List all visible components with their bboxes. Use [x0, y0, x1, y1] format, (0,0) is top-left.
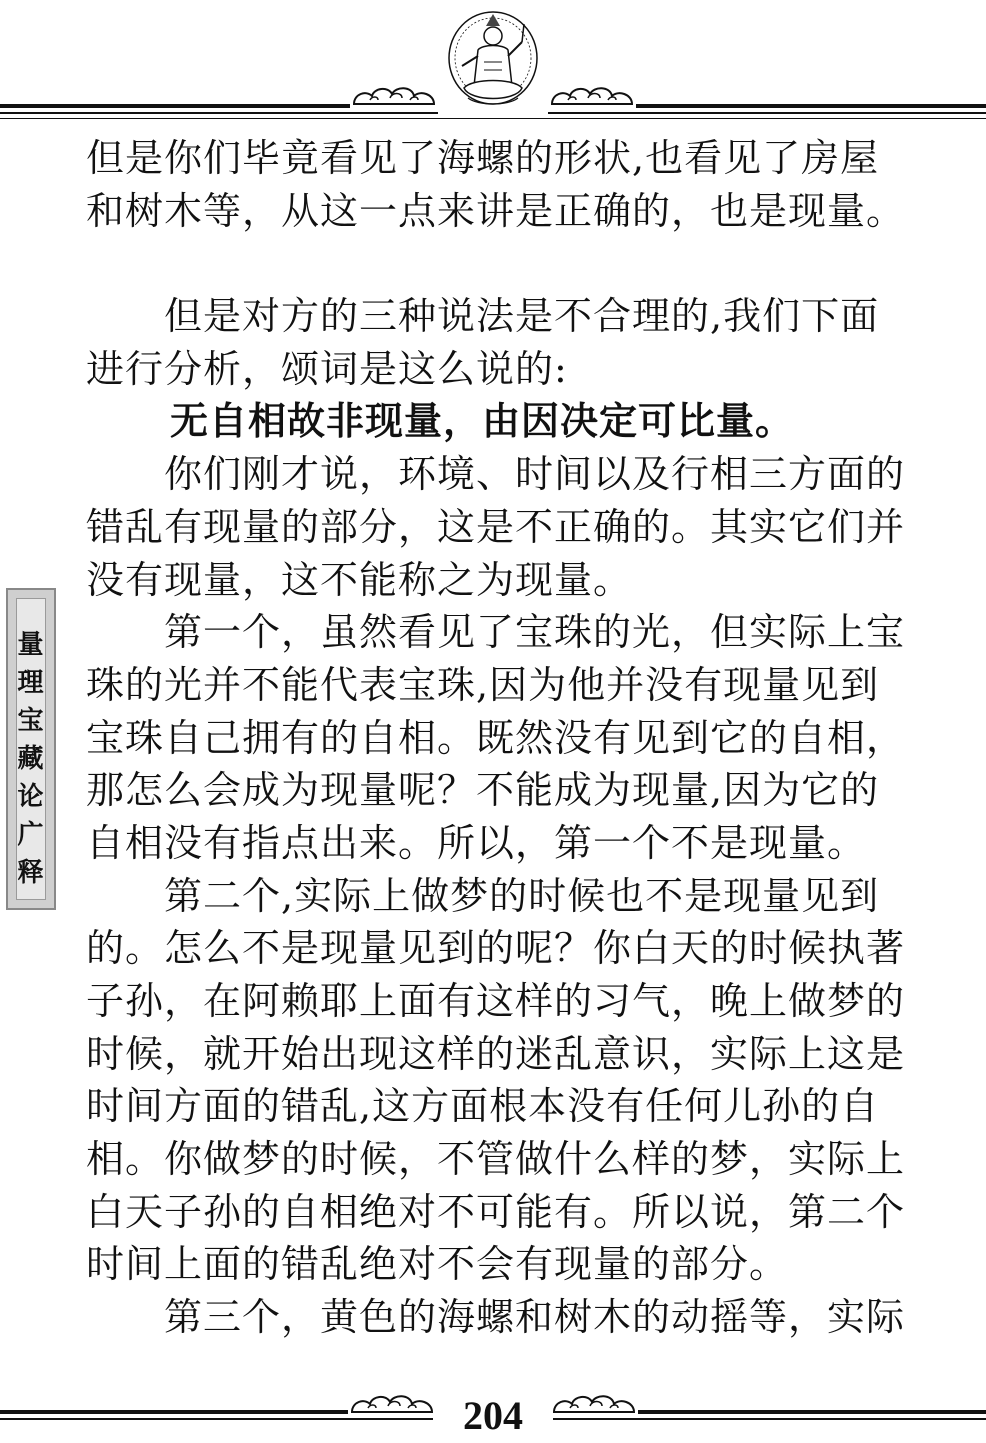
text-line: 第一个，虽然看见了宝珠的光，但实际上宝 [164, 610, 906, 655]
text-line: 但是你们毕竟看见了海螺的形状,也看见了房屋 [86, 136, 880, 180]
text-line: 但是对方的三种说法是不合理的,我们下面 [164, 294, 880, 339]
text-line: 第二个,实际上做梦的时候也不是现量见到 [164, 873, 880, 918]
text-line: 你们刚才说，环境、时间以及行相三方面的 [164, 452, 906, 497]
text-line: 时间方面的错乱,这方面根本没有任何儿孙的自 [86, 1084, 880, 1129]
text-line: 那怎么会成为现量呢？不能成为现量,因为它的 [86, 768, 880, 813]
text-line: 第三个，黄色的海螺和树木的动摇等，实际 [164, 1295, 906, 1340]
text-line: 的。怎么不是现量见到的呢？你白天的时候执著 [86, 926, 906, 971]
header-rule [0, 118, 986, 119]
side-tab [6, 588, 56, 910]
body-text [86, 132, 906, 1344]
text-line: 自相没有指点出来。所以，第一个不是现量。 [86, 820, 867, 865]
cloud-ornament-icon [548, 82, 636, 110]
text-line: 珠的光并不能代表宝珠,因为他并没有现量见到 [86, 662, 880, 707]
blank-line [86, 237, 886, 290]
text-line: 错乱有现量的部分，这是不正确的。其实它们并 [86, 504, 906, 549]
text-line: 宝珠自己拥有的自相。既然没有见到它的自相， [86, 715, 906, 760]
text-line: 白天子孙的自相绝对不可能有。所以说，第二个 [86, 1189, 906, 1234]
side-tab-title: 量理宝藏论广释 [13, 630, 43, 896]
text-line: 和树木等，从这一点来讲是正确的，也是现量。 [86, 188, 906, 233]
text-line: 子孙，在阿赖耶上面有这样的习气，晚上做梦的 [86, 979, 906, 1023]
page-header [0, 0, 986, 125]
text-line: 没有现量，这不能称之为现量。 [86, 557, 633, 602]
text-line: 时间上面的错乱绝对不会有现量的部分。 [86, 1242, 789, 1287]
cloud-ornament-icon [350, 82, 438, 110]
text-line: 时候，就开始出现这样的迷乱意识，实际上这是 [86, 1031, 906, 1076]
cloud-ornament-icon [550, 1390, 638, 1418]
deity-figure-icon [438, 6, 548, 116]
verse-line: 无自相故非现量，由因决定可比量。 [170, 399, 795, 444]
text-line: 进行分析，颂词是这么说的: [86, 346, 568, 391]
page-footer [0, 1380, 986, 1443]
cloud-ornament-icon [348, 1390, 436, 1418]
page-number: 204 [433, 1392, 553, 1439]
text-line: 相。你做梦的时候，不管做什么样的梦，实际上 [86, 1137, 906, 1182]
